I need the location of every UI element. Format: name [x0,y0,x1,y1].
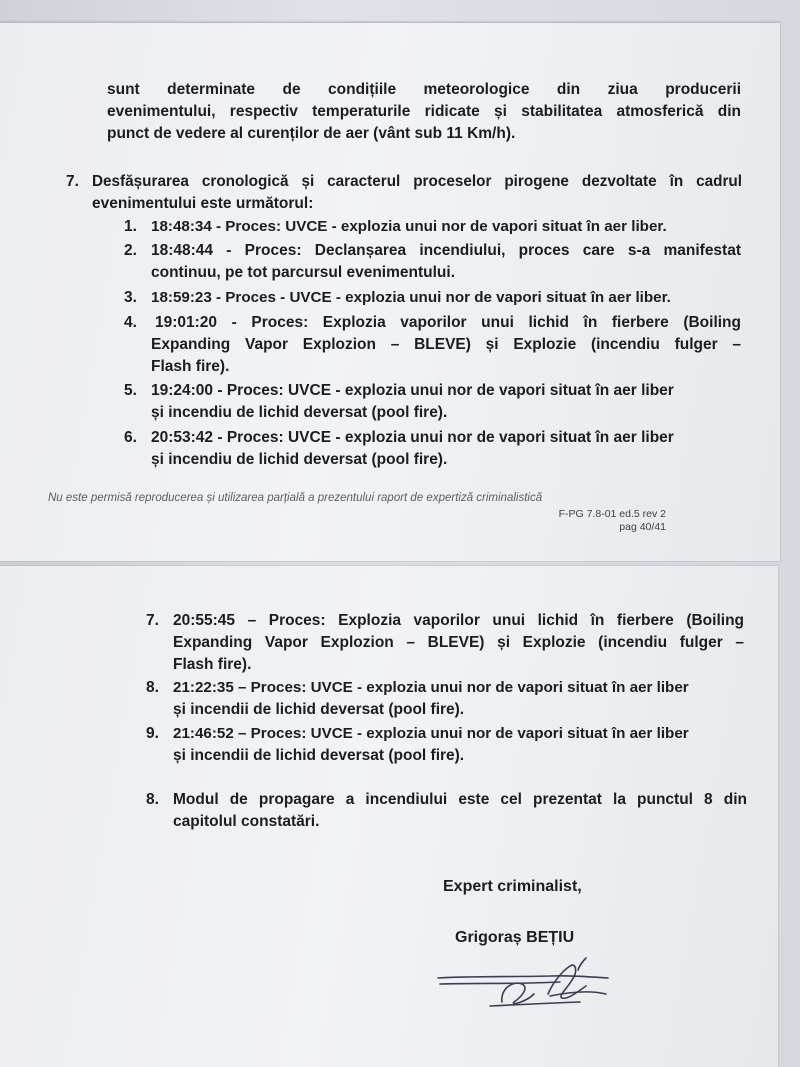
intro-line-1: sunt determinate de condițiile meteorologice din ziua producerii [107,81,741,98]
list-item-number: 1. [124,218,137,235]
list-item-line: 20:55:45 – Proces: Explozia vaporilor unui lichid în fierbere (Boiling [173,612,744,629]
document-page-41 [0,566,778,1067]
list-item-number: 4. [124,314,137,331]
list-item-number: 5. [124,382,137,399]
section-8-line-1: Modul de propagare a incendiului este cel prezentat la punctul 8 din [173,791,747,808]
list-item-line: 18:48:34 - Proces: UVCE - explozia unui nor de vapori situat în aer liber. [151,218,667,235]
list-item-line: și incendiu de lichid deversat (pool fire). [151,404,448,421]
list-item-line: Expanding Vapor Explozion – BLEVE) și Explozie (incendiu fulger – [151,336,741,353]
expert-title: Expert criminalist, [443,878,582,895]
list-item-line: 19:24:00 - Proces: UVCE - explozia unui nor de vapori situat în aer liber [151,382,674,399]
expert-name: Grigoraș BEȚIU [455,929,575,946]
form-code: F-PG 7.8-01 ed.5 rev 2 [558,508,666,520]
list-item-number: 2. [124,242,137,259]
list-item-line: 18:48:44 - Proces: Declanșarea incendiului, proces care s-a manifestat [151,242,741,259]
document-page-40 [0,22,780,561]
list-item-number: 3. [124,289,137,306]
reproduction-notice: Nu este permisă reproducerea și utilizarea parțială a prezentului raport de expertiză criminalistică [48,492,543,504]
list-item-number: 7. [146,612,159,629]
page-number: pag 40/41 [619,521,666,533]
intro-line-3: punct de vedere al curenților de aer (vânt sub 11 Km/h). [107,125,516,142]
list-item-line: și incendii de lichid deversat (pool fire). [173,701,465,718]
list-item-line: Flash fire). [173,656,252,673]
list-item-line: continuu, pe tot parcursul evenimentului. [151,264,455,281]
list-item-line: Expanding Vapor Explozion – BLEVE) și Explozie (incendiu fulger – [173,634,744,651]
list-item-number: 9. [146,725,159,742]
list-item-line: Flash fire). [151,358,230,375]
list-item-number: 8. [146,679,159,696]
list-item-line: 21:46:52 – Proces: UVCE - explozia unui nor de vapori situat în aer liber [173,725,689,742]
section-7-number: 7. [66,173,79,190]
section-8-number: 8. [146,791,159,808]
section-7-heading-line-1: Desfășurarea cronologică și caracterul proceselor pirogene dezvoltate în cadrul [92,173,742,190]
list-item-number: 6. [124,429,137,446]
list-item-line: 21:22:35 – Proces: UVCE - explozia unui nor de vapori situat în aer liber [173,679,689,696]
handwritten-signature [430,950,620,1010]
list-item-line: și incendii de lichid deversat (pool fire). [173,747,465,764]
list-item-line: și incendiu de lichid deversat (pool fire). [151,451,448,468]
section-7-heading-line-2: evenimentului este următorul: [92,195,314,212]
list-item-line: 18:59:23 - Proces - UVCE - explozia unui nor de vapori situat în aer liber. [151,289,671,306]
list-item-line: 19:01:20 - Proces: Explozia vaporilor unui lichid în fierbere (Boiling [155,314,741,331]
intro-line-2: evenimentului, respectiv temperaturile ridicate și stabilitatea atmosferică din [107,103,741,120]
section-8-line-2: capitolul constatări. [173,813,320,830]
list-item-line: 20:53:42 - Proces: UVCE - explozia unui nor de vapori situat în aer liber [151,429,674,446]
